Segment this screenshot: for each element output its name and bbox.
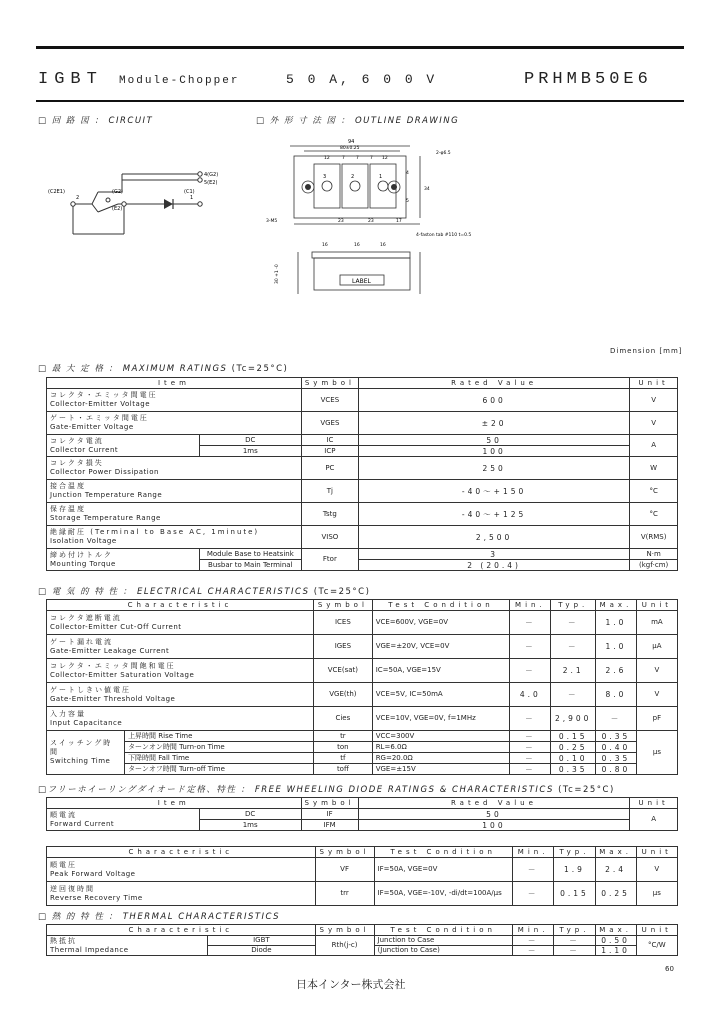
label-plate: LABEL: [352, 278, 371, 285]
dim-34: 34: [424, 187, 430, 192]
max-ratings-table: [46, 377, 678, 571]
outline-heading: □ 外 形 寸 法 図 ： OUTLINE DRAWING: [256, 116, 460, 126]
top-rule: [36, 46, 684, 49]
dim-7c: 7: [370, 156, 373, 161]
terminal-5: 5: [406, 199, 409, 204]
dim-23b: 23: [368, 219, 374, 224]
c2e1-label: (C2E1): [48, 189, 65, 195]
max-ratings-cond: (Tc=25°C): [231, 364, 289, 374]
diode-heading: □フリーホイーリングダイオード定格、特性 ： FREE WHEELING DIODE RATINGS & CHARACTERISTICS (Tc=25°C): [38, 785, 615, 795]
company-name: 日本インター株式会社: [296, 978, 406, 991]
dimension-note: Dimension [mm]: [610, 347, 683, 355]
dim-16b: 16: [354, 243, 360, 248]
circuit-heading: □ 回 路 図 ： CIRCUIT: [38, 116, 154, 126]
diode-cond: (Tc=25°C): [558, 785, 615, 795]
table-row: コレクタ電流 Collector Current DC IC 50 A: [47, 435, 678, 446]
dim-17: 17: [396, 219, 402, 224]
dim-2phi: 2-φ6.5: [436, 151, 451, 156]
dim-tab: 4-faston tab #110 t=0.5: [416, 233, 472, 238]
table-row: 1ms ICP 100: [47, 446, 678, 457]
table-row: スイッチング時間 Switching Time 上昇時間 Rise Time tr VCC=300V － 0.15 0.35 μs: [47, 731, 678, 742]
thermal-table: Characteristic Symbol Test Condition Min. Typ. Max. Unit 熱抵抗 Thermal Impedance IGBT Rth(j-c) Junction to Case － － 0.50 °C/W Diode (Junction to Case) － － 1.10: [46, 924, 678, 956]
e2-label: (E2): [112, 206, 123, 212]
terminal-4: 4: [406, 171, 409, 176]
c1-label: (C1): [184, 189, 195, 195]
table-row: 逆回復時間 Reverse Recovery Time trr IF=50A, VGE=-10V, -di/dt=100A/μs － 0.15 0.25 μs: [47, 882, 678, 906]
electrical-heading: □ 電 気 的 特 性 ： ELECTRICAL CHARACTERISTICS (Tc=25°C): [38, 587, 371, 597]
diode-chars-table: Characteristic Symbol Test Condition Min. Typ. Max. Unit 順電圧 Peak Forward Voltage VF IF=50A, VGE=0V － 1.9 2.4 V 逆回復時間 Reverse Recovery Time trr IF=50A, VGE=-10V, -di/dt=100A/μs － 0.15 0.25 μs: [46, 846, 678, 906]
dim-16a: 16: [322, 243, 328, 248]
table-row: Busbar to Main Terminal 2 (20.4) (kgf·cm): [47, 560, 678, 571]
table-row: ゲートしきい値電圧 Gate-Emitter Threshold Voltage VGE(th) VCE=5V, IC=50mA 4.0 － 8.0 V: [47, 683, 678, 707]
table-row: ゲート漏れ電流 Gate-Emitter Leakage Current IGES VGE=±20V, VCE=0V － － 1.0 μA: [47, 635, 678, 659]
table-row: 1ms IFM 100: [47, 820, 678, 831]
dim-7b: 7: [356, 156, 359, 161]
dim-12b: 12: [382, 156, 388, 161]
table-row: ターンオン時間 Turn-on Time ton RL=6.0Ω － 0.25 0.40: [47, 742, 678, 753]
dim-7a: 7: [342, 156, 345, 161]
max-ratings-heading: □ 最 大 定 格 ： MAXIMUM RATINGS (Tc=25°C): [38, 364, 289, 374]
pin2-label: 2: [76, 195, 80, 201]
table-row: 下降時間 Fall Time tf RG=20.0Ω － 0.10 0.35: [47, 753, 678, 764]
table-row: 締め付けトルク Mounting Torque Module Base to Heatsink Ftor 3 N·m: [47, 549, 678, 560]
table-row: コレクタ・エミッタ間電圧 Collector-Emitter Voltage VCES 600 V: [47, 389, 678, 412]
part-number: PRHMB50E6: [524, 70, 652, 89]
table-row: 順電流 Forward Current DC IF 50 A: [47, 809, 678, 820]
electrical-table: Characteristic Symbol Test Condition Min. Typ. Max. Unit コレクタ遮断電流 Collector-Emitter Cut-Off Current ICES VCE=600V, VGE=0V － － 1.0 mA ゲート漏れ電流 Gate-Emitter Leakage Current IGES VGE=±20V, VCE=0V － － 1.0 μA コレクタ・エミッタ間飽和電圧 Collector-Emitter Saturation Voltage VCE(sat) IC=50A, VGE=15V － 2.1 2.6 V ゲートしきい値電圧 Gate-Emitter Threshold Voltage VGE(th) VCE=5V, IC=50mA 4.0 － 8.0 V 入力容量 Input Capacitance Cies VCE=10V, VGE=0V, f=1MHz － 2,900 － pF スイッチング時間 Switching Time 上昇時間 Rise Time tr VCC=300V － 0.15 0.35 μs ターンオン時間 Turn-on Time ton RL=6.0Ω － 0.25 0.40 下降時間 Fall Time tf RG=20.0Ω － 0.10 0.35 ターンオフ時間 Turn-off Time toff VGE=±15V － 0.35 0.80: [46, 599, 678, 775]
rating-summary: 5 0 A, 6 0 0 V: [286, 72, 438, 87]
table-row: 接合温度 Junction Temperature Range Tj -40～+150 °C: [47, 480, 678, 503]
col-rated: Rated Value: [358, 378, 629, 389]
pin1-label: 1: [190, 195, 194, 201]
thermal-heading: □ 熱 的 特 性 ： THERMAL CHARACTERISTICS: [38, 912, 281, 922]
terminal-1: 1: [379, 174, 383, 180]
circuit-diagram: [40, 160, 220, 245]
table-row: 順電圧 Peak Forward Voltage VF IF=50A, VGE=0V － 1.9 2.4 V: [47, 858, 678, 882]
table-row: 絶縁耐圧 (Terminal to Base AC, 1minute) Isolation Voltage VISO 2,500 V(RMS): [47, 526, 678, 549]
dim-16c: 16: [380, 243, 386, 248]
col-item: Item: [47, 378, 302, 389]
table-row: コレクタ損失 Collector Power Dissipation PC 250 W: [47, 457, 678, 480]
g2-label: (G2): [112, 189, 123, 195]
electrical-cond: (Tc=25°C): [313, 587, 371, 597]
dim-23a: 23: [338, 219, 344, 224]
pin5-label: 5(E2): [204, 180, 218, 186]
table-row: Diode (Junction to Case) － － 1.10: [47, 946, 678, 956]
dim-3m5: 3-M5: [266, 219, 278, 224]
table-row: ゲート・エミッタ間電圧 Gate-Emitter Voltage VGES ±20 V: [47, 412, 678, 435]
dim-12: 12: [324, 156, 330, 161]
page-number: 60: [665, 965, 674, 973]
table-row: コレクタ遮断電流 Collector-Emitter Cut-Off Current ICES VCE=600V, VGE=0V － － 1.0 mA: [47, 611, 678, 635]
table-row: 入力容量 Input Capacitance Cies VCE=10V, VGE=0V, f=1MHz － 2,900 － pF: [47, 707, 678, 731]
table-row: 熱抵抗 Thermal Impedance IGBT Rth(j-c) Junction to Case － － 0.50 °C/W: [47, 936, 678, 946]
terminal-2: 2: [351, 174, 355, 180]
col-symbol: Symbol: [301, 378, 358, 389]
pin4-label: 4(G2): [204, 172, 219, 178]
table-row: 保存温度 Storage Temperature Range Tstg -40～+125 °C: [47, 503, 678, 526]
dim-80: 80±0.25: [340, 146, 360, 151]
product-subtitle: Module-Chopper: [119, 75, 240, 87]
header-rule: [36, 100, 684, 102]
terminal-3: 3: [323, 174, 327, 180]
diode-ratings-table: Item Symbol Rated Value Unit 順電流 Forward Current DC IF 50 A 1ms IFM 100: [46, 797, 678, 831]
table-row: ターンオフ時間 Turn-off Time toff VGE=±15V － 0.35 0.80: [47, 764, 678, 775]
product-title: IGBT Module-Chopper: [38, 70, 240, 89]
dim-94: 94: [348, 139, 355, 145]
outline-drawing: [260, 134, 480, 304]
dim-30: 30 +1 -0: [275, 264, 280, 284]
col-unit: Unit: [630, 378, 678, 389]
table-row: コレクタ・エミッタ間飽和電圧 Collector-Emitter Saturation Voltage VCE(sat) IC=50A, VGE=15V － 2.1 2.6 V: [47, 659, 678, 683]
